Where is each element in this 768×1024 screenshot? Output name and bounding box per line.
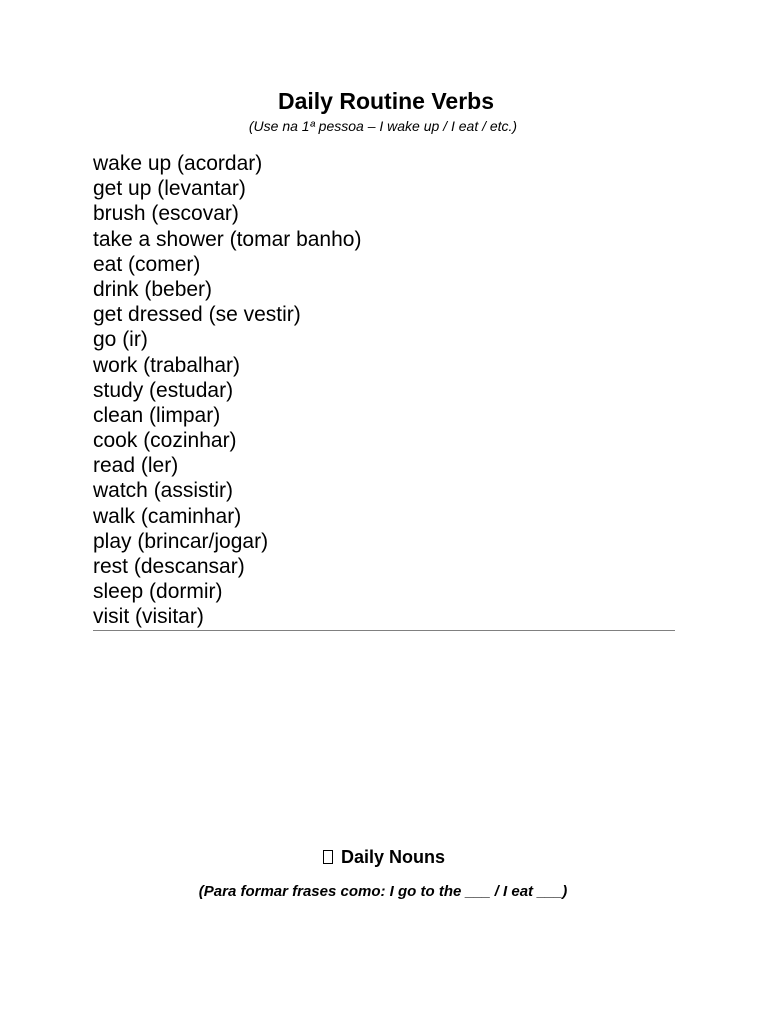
list-item: study (estudar) xyxy=(93,378,234,402)
list-item: go (ir) xyxy=(93,328,148,352)
list-item: cook (cozinhar) xyxy=(93,429,237,453)
list-item: work (trabalhar) xyxy=(93,353,241,377)
page-subtitle: (Use na 1ª pessoa – I wake up / I eat / etc.) xyxy=(248,118,518,134)
list-item: clean (limpar) xyxy=(93,403,221,427)
list-item: read (ler) xyxy=(93,454,179,478)
list-item: eat (comer) xyxy=(93,252,201,276)
page-title: Daily Routine Verbs xyxy=(277,88,494,114)
list-item: brush (escovar) xyxy=(93,202,239,226)
list-item: walk (caminhar) xyxy=(93,504,242,528)
list-item: get up (levantar) xyxy=(93,177,246,201)
list-item: wake up (acordar) xyxy=(93,152,263,175)
list-item: take a shower (tomar banho) xyxy=(93,227,362,251)
list-item: sleep (dormir) xyxy=(93,580,223,604)
list-item: visit (visitar) xyxy=(93,605,204,629)
section-heading xyxy=(0,845,768,869)
verb-list xyxy=(93,151,675,630)
list-item: play (brincar/jogar) xyxy=(93,529,269,553)
horizontal-divider xyxy=(93,630,675,631)
list-item: watch (assistir) xyxy=(93,479,234,503)
list-item: rest (descansar) xyxy=(93,555,245,578)
list-item: get dressed (se vestir) xyxy=(93,303,301,327)
section-note: (Para formar frases como: I go to the ___ / I eat ___) xyxy=(198,883,568,900)
list-item: drink (beber) xyxy=(93,277,213,301)
section-heading-text: Daily Nouns xyxy=(340,847,446,867)
missing-glyph-box-icon xyxy=(323,850,333,864)
